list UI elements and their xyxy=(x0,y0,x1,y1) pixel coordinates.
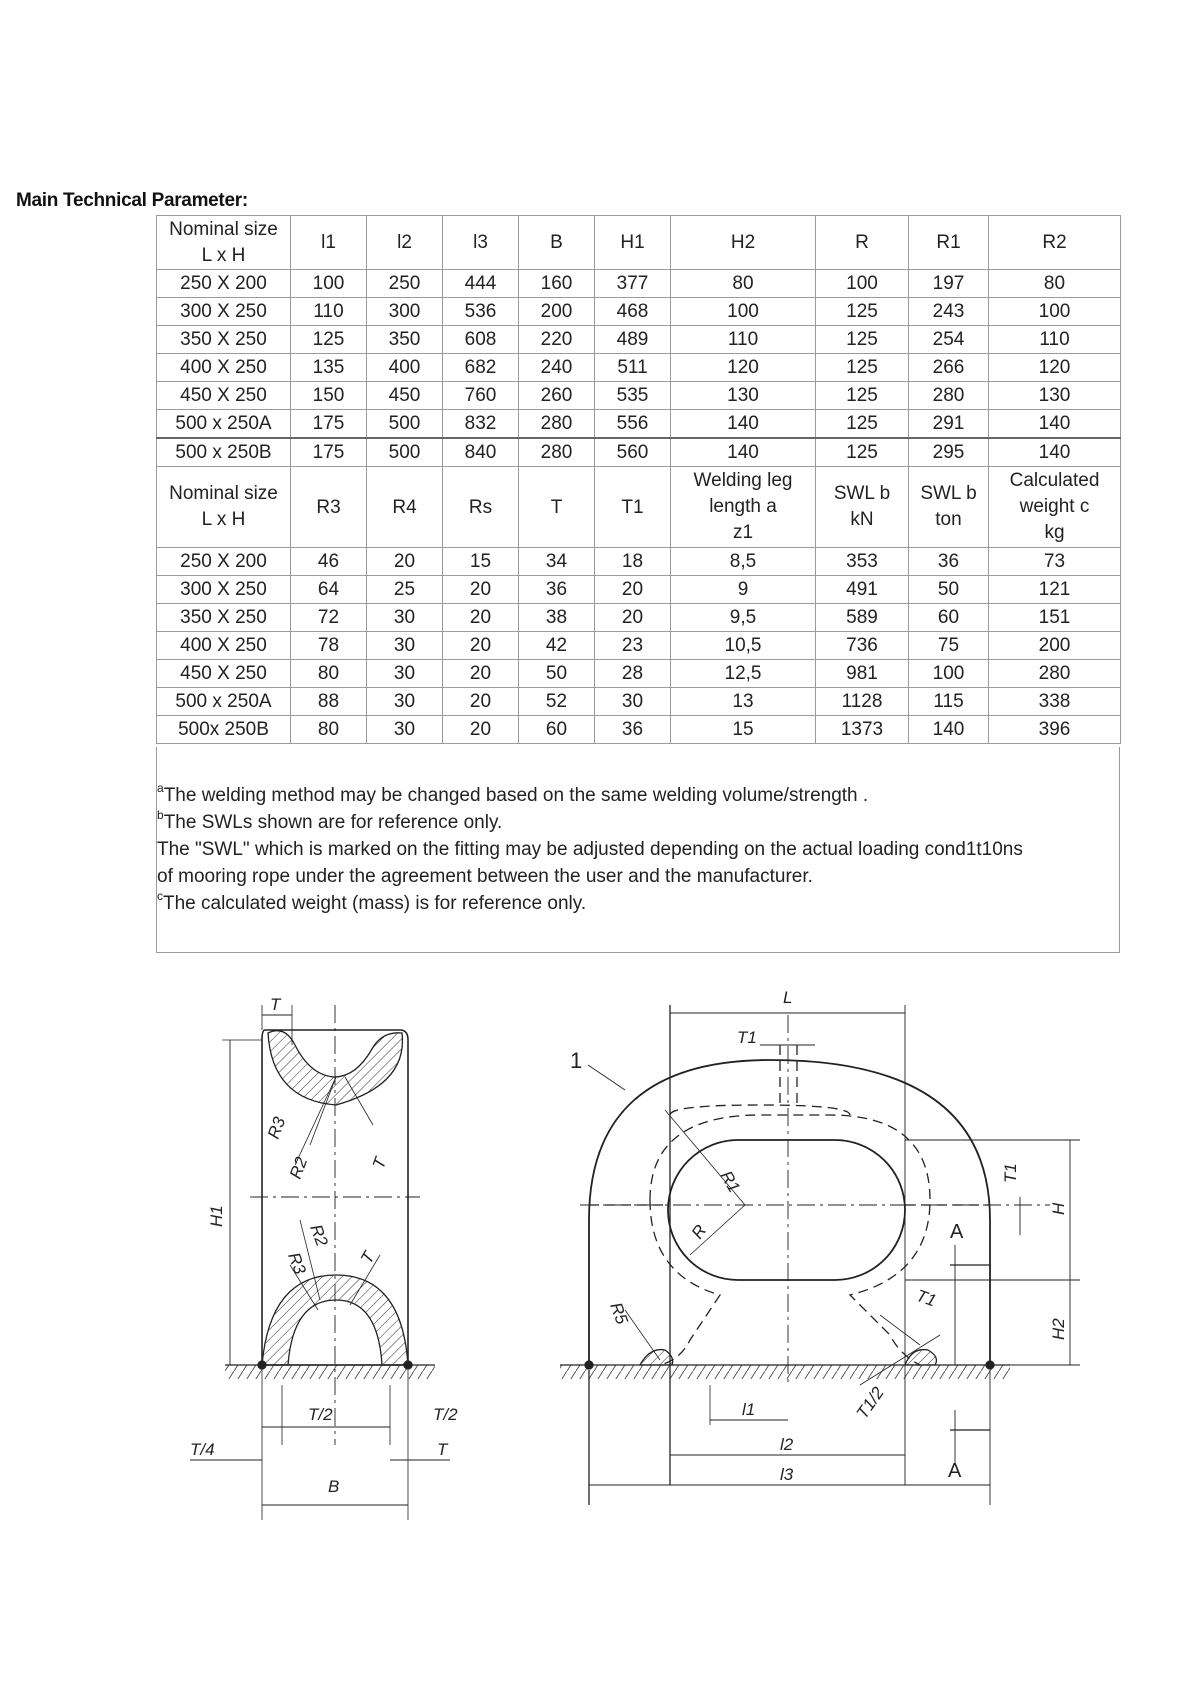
label-r3-lower: R3 xyxy=(284,1249,310,1277)
table-cell: 120 xyxy=(671,354,816,382)
label-t-lower: T xyxy=(357,1248,379,1267)
table-cell: 150 xyxy=(291,382,367,410)
table-row xyxy=(157,576,1121,604)
table-row xyxy=(157,270,1121,298)
table-cell: 100 xyxy=(989,298,1121,326)
table-cell: 535 xyxy=(595,382,671,410)
table-cell: 489 xyxy=(595,326,671,354)
table-cell: 120 xyxy=(989,354,1121,382)
table-cell: Calculated weight c kg xyxy=(989,467,1121,548)
table-cell: R4 xyxy=(367,467,443,548)
table-cell: 350 X 250 xyxy=(157,326,291,354)
table-cell: 353 xyxy=(816,548,909,576)
table-cell: 28 xyxy=(595,660,671,688)
table-cell: 240 xyxy=(519,354,595,382)
label-part-1: 1 xyxy=(570,1048,583,1073)
table-cell: 377 xyxy=(595,270,671,298)
table-cell: 30 xyxy=(367,688,443,716)
table-cell: T xyxy=(519,467,595,548)
table-cell: 511 xyxy=(595,354,671,382)
table-cell: 125 xyxy=(816,326,909,354)
table-row xyxy=(157,548,1121,576)
label-r: R xyxy=(687,1221,711,1243)
table-cell: 30 xyxy=(367,604,443,632)
table-cell: 1373 xyxy=(816,716,909,744)
table-cell: 34 xyxy=(519,548,595,576)
table-cell: 250 X 200 xyxy=(157,270,291,298)
table-cell: 338 xyxy=(989,688,1121,716)
table-cell: 20 xyxy=(443,576,519,604)
table-row xyxy=(157,382,1121,410)
footnote-b: $^b$The SWLs shown are for reference only. xyxy=(157,808,503,833)
table-cell: R1 xyxy=(909,216,989,270)
table-cell: 350 xyxy=(367,326,443,354)
table-cell: 130 xyxy=(989,382,1121,410)
table-cell: 560 xyxy=(595,438,671,467)
label-h2: H2 xyxy=(1049,1318,1068,1340)
table-cell: 840 xyxy=(443,438,519,467)
front-view xyxy=(560,1005,1080,1505)
table-header-row xyxy=(157,216,1121,270)
table-cell: 500 x 250A xyxy=(157,410,291,439)
table-cell: 280 xyxy=(519,410,595,439)
table-cell: 243 xyxy=(909,298,989,326)
table-cell: 125 xyxy=(816,438,909,467)
table-cell: 291 xyxy=(909,410,989,439)
label-t1-lower: T1 xyxy=(913,1285,939,1311)
table-cell: 295 xyxy=(909,438,989,467)
table-row xyxy=(157,688,1121,716)
table-cell: 121 xyxy=(989,576,1121,604)
table-cell: 125 xyxy=(816,298,909,326)
table-cell: 250 X 200 xyxy=(157,548,291,576)
table-cell: 23 xyxy=(595,632,671,660)
label-section-a-bottom: A xyxy=(948,1460,962,1482)
side-section-view xyxy=(190,1005,450,1520)
table-cell: 125 xyxy=(816,382,909,410)
table-cell: Nominal size L x H xyxy=(157,216,291,270)
table-cell: 9 xyxy=(671,576,816,604)
table-cell: 536 xyxy=(443,298,519,326)
table-cell: 38 xyxy=(519,604,595,632)
table-cell: 60 xyxy=(519,716,595,744)
label-r2-lower: R2 xyxy=(306,1221,332,1249)
table-cell: 20 xyxy=(367,548,443,576)
label-t-upper: T xyxy=(368,1155,391,1172)
label-h: H xyxy=(1049,1202,1068,1215)
label-r1: R1 xyxy=(716,1167,744,1196)
table-cell: 25 xyxy=(367,576,443,604)
label-t1-top: T1 xyxy=(737,1028,757,1047)
table-row xyxy=(157,716,1121,744)
table-cell: Welding leg length a z1 xyxy=(671,467,816,548)
table-cell: 73 xyxy=(989,548,1121,576)
table-row xyxy=(157,326,1121,354)
table-cell: 500x 250B xyxy=(157,716,291,744)
table-cell: Nominal size L x H xyxy=(157,467,291,548)
table-cell: 20 xyxy=(443,632,519,660)
label-t-quarter: T/4 xyxy=(190,1440,215,1459)
table-cell: H2 xyxy=(671,216,816,270)
label-t-right: T xyxy=(437,1440,448,1459)
table-cell: 1128 xyxy=(816,688,909,716)
table-cell: 500 x 250B xyxy=(157,438,291,467)
table-cell: R xyxy=(816,216,909,270)
table-cell: 13 xyxy=(671,688,816,716)
table-cell: 450 X 250 xyxy=(157,660,291,688)
label-l: L xyxy=(783,988,793,1007)
table-cell: 10,5 xyxy=(671,632,816,660)
table-cell: 15 xyxy=(443,548,519,576)
table-cell: 981 xyxy=(816,660,909,688)
table-cell: 12,5 xyxy=(671,660,816,688)
table-cell: 36 xyxy=(909,548,989,576)
table-row xyxy=(157,354,1121,382)
table-cell: R2 xyxy=(989,216,1121,270)
table-cell: 500 xyxy=(367,438,443,467)
table-cell: 140 xyxy=(909,716,989,744)
table-cell: 125 xyxy=(291,326,367,354)
table-cell: 450 X 250 xyxy=(157,382,291,410)
technical-parameter-table xyxy=(156,215,1121,744)
table-cell: 72 xyxy=(291,604,367,632)
table-cell: 760 xyxy=(443,382,519,410)
label-r2: R2 xyxy=(285,1154,312,1182)
table-cell: 175 xyxy=(291,410,367,439)
table-cell: T1 xyxy=(595,467,671,548)
table-cell: 20 xyxy=(595,576,671,604)
table-cell: 350 X 250 xyxy=(157,604,291,632)
table-cell: 20 xyxy=(595,604,671,632)
table-cell: 175 xyxy=(291,438,367,467)
table-cell: 80 xyxy=(671,270,816,298)
label-t-half-right: T/2 xyxy=(433,1405,458,1424)
table-cell: 140 xyxy=(671,410,816,439)
table-cell: 682 xyxy=(443,354,519,382)
table-cell: 300 xyxy=(367,298,443,326)
table-cell: 9,5 xyxy=(671,604,816,632)
table-cell: R3 xyxy=(291,467,367,548)
table-cell: 556 xyxy=(595,410,671,439)
table-cell: 20 xyxy=(443,716,519,744)
table-cell: 100 xyxy=(909,660,989,688)
table-cell: 151 xyxy=(989,604,1121,632)
table-cell: 110 xyxy=(671,326,816,354)
label-t: T xyxy=(270,995,281,1014)
table-cell: 400 X 250 xyxy=(157,354,291,382)
table-cell: 60 xyxy=(909,604,989,632)
table-cell: 15 xyxy=(671,716,816,744)
label-b: B xyxy=(328,1477,340,1496)
table-cell: 46 xyxy=(291,548,367,576)
table-cell: 36 xyxy=(519,576,595,604)
table-cell: 115 xyxy=(909,688,989,716)
table-cell: 160 xyxy=(519,270,595,298)
table-cell: 450 xyxy=(367,382,443,410)
table-cell: 42 xyxy=(519,632,595,660)
table-cell: 110 xyxy=(291,298,367,326)
table-cell: 444 xyxy=(443,270,519,298)
table-cell: B xyxy=(519,216,595,270)
table-cell: 20 xyxy=(443,688,519,716)
table-cell: 608 xyxy=(443,326,519,354)
table-cell: 400 X 250 xyxy=(157,632,291,660)
label-r5: R5 xyxy=(606,1299,632,1327)
footnote-b-detail-2: of mooring rope under the agreement between the user and the manufacturer. xyxy=(157,866,813,887)
table-cell: 100 xyxy=(291,270,367,298)
table-cell: 52 xyxy=(519,688,595,716)
table-cell: 260 xyxy=(519,382,595,410)
table-cell: l3 xyxy=(443,216,519,270)
table-cell: 396 xyxy=(989,716,1121,744)
label-t1-right: T1 xyxy=(1001,1163,1020,1183)
table-cell: 140 xyxy=(989,410,1121,439)
label-t1-half: T1/2 xyxy=(852,1383,888,1423)
table-cell: 280 xyxy=(909,382,989,410)
table-cell: 220 xyxy=(519,326,595,354)
table-cell: Rs xyxy=(443,467,519,548)
table-cell: 50 xyxy=(519,660,595,688)
label-h1: H1 xyxy=(207,1205,226,1227)
table-cell: 200 xyxy=(989,632,1121,660)
table-cell: 30 xyxy=(367,660,443,688)
table-cell: SWL b kN xyxy=(816,467,909,548)
table-row xyxy=(157,298,1121,326)
table-cell: 80 xyxy=(291,660,367,688)
page-title: Main Technical Parameter: xyxy=(16,190,248,211)
table-cell: 78 xyxy=(291,632,367,660)
table-header-row xyxy=(157,467,1121,548)
table-cell: 110 xyxy=(989,326,1121,354)
table-cell: 491 xyxy=(816,576,909,604)
table-cell: 20 xyxy=(443,604,519,632)
label-section-a-top: A xyxy=(950,1221,964,1243)
table-cell: 100 xyxy=(671,298,816,326)
table-cell: 50 xyxy=(909,576,989,604)
table-cell: 80 xyxy=(989,270,1121,298)
table-cell: 500 xyxy=(367,410,443,439)
table-cell: 125 xyxy=(816,410,909,439)
table-cell: 280 xyxy=(989,660,1121,688)
table-cell: 500 x 250A xyxy=(157,688,291,716)
table-cell: 130 xyxy=(671,382,816,410)
label-l1: l1 xyxy=(742,1400,756,1419)
table-cell: 200 xyxy=(519,298,595,326)
label-r3: R3 xyxy=(263,1114,290,1142)
table-cell: 832 xyxy=(443,410,519,439)
table-cell: 30 xyxy=(367,632,443,660)
table-cell: 300 X 250 xyxy=(157,298,291,326)
table-cell: 135 xyxy=(291,354,367,382)
label-l2: l2 xyxy=(780,1435,794,1454)
footnote-a: $^a$The welding method may be changed based on the same welding volume/strength . xyxy=(157,781,869,806)
table-cell: 30 xyxy=(595,688,671,716)
table-row xyxy=(157,438,1121,467)
footnotes xyxy=(156,747,1120,953)
table-cell: 125 xyxy=(816,354,909,382)
table-cell: 250 xyxy=(367,270,443,298)
technical-drawing xyxy=(0,965,1200,1525)
table-cell: 197 xyxy=(909,270,989,298)
label-l3: l3 xyxy=(780,1465,794,1484)
table-row xyxy=(157,632,1121,660)
table-cell: 8,5 xyxy=(671,548,816,576)
table-cell: 140 xyxy=(671,438,816,467)
table-cell: 80 xyxy=(291,716,367,744)
table-row xyxy=(157,660,1121,688)
table-cell: H1 xyxy=(595,216,671,270)
table-cell: 736 xyxy=(816,632,909,660)
table-cell: 75 xyxy=(909,632,989,660)
table-row xyxy=(157,604,1121,632)
table-cell: l2 xyxy=(367,216,443,270)
table-cell: l1 xyxy=(291,216,367,270)
footnote-b-detail: The "SWL" which is marked on the fitting may be adjusted depending on the actual loading cond1t10ns xyxy=(157,839,1023,860)
footnote-c: $^c$The calculated weight (mass) is for reference only. xyxy=(157,889,587,914)
table-cell: 100 xyxy=(816,270,909,298)
table-cell: 30 xyxy=(367,716,443,744)
table-cell: 468 xyxy=(595,298,671,326)
table-cell: 140 xyxy=(989,438,1121,467)
table-row xyxy=(157,410,1121,439)
table-cell: 20 xyxy=(443,660,519,688)
table-cell: 280 xyxy=(519,438,595,467)
table-cell: 300 X 250 xyxy=(157,576,291,604)
table-cell: 88 xyxy=(291,688,367,716)
table-cell: 18 xyxy=(595,548,671,576)
table-cell: 254 xyxy=(909,326,989,354)
table-cell: 400 xyxy=(367,354,443,382)
table-cell: 36 xyxy=(595,716,671,744)
table-cell: 266 xyxy=(909,354,989,382)
table-cell: 589 xyxy=(816,604,909,632)
table-cell: SWL b ton xyxy=(909,467,989,548)
label-t-half-left: T/2 xyxy=(308,1405,333,1424)
table-cell: 64 xyxy=(291,576,367,604)
